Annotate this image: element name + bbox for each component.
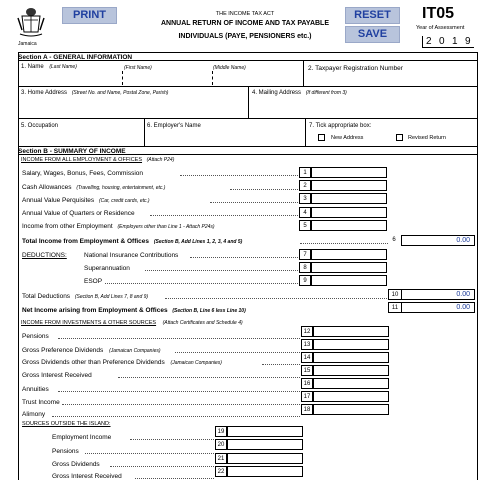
mailing-address-hint: (If different from 3) — [305, 90, 347, 96]
line-7-label: National Insurance Contributions — [84, 252, 179, 259]
section-a-header — [18, 52, 478, 61]
home-address-label: 3. Home Address — [21, 90, 68, 96]
line-21-amount[interactable] — [227, 453, 303, 464]
form-title-line2: INDIVIDUALS (PAYE, PENSIONERS etc.) — [178, 33, 312, 40]
mailing-address-input[interactable] — [252, 98, 474, 117]
line-12-label: Pensions — [22, 333, 49, 340]
middle-name-input[interactable] — [212, 71, 300, 85]
crest-caption: Jamaica — [18, 41, 37, 47]
first-name-hint: (First Name) — [124, 65, 152, 71]
investments-head: INCOME FROM INVESTMENTS & OTHER SOURCES — [21, 320, 157, 326]
line-17-number: 17 — [301, 391, 313, 402]
line-10-number: 10 — [388, 289, 402, 300]
line-8-amount[interactable] — [311, 262, 387, 273]
line-12-amount[interactable] — [313, 326, 389, 337]
new-address-label: New Address — [331, 135, 364, 141]
employer-label: 6. Employer's Name — [147, 123, 201, 129]
line-16-label: Annuities — [22, 386, 49, 393]
line-5-number: 5 — [299, 220, 311, 231]
line-2-label: Cash Allowances (Travelling, housing, entertainment, etc.) — [22, 184, 166, 191]
line-8-label: Superannuation — [84, 265, 130, 272]
line-5-label: Income from other Employment (Employers other than Line 1 - Attach P24s) — [22, 223, 215, 230]
total-deductions-label: Total Deductions (Section B, Add Lines 7, 8 and 9) — [22, 293, 149, 300]
reset-button[interactable]: RESET — [345, 7, 400, 24]
line-4-number: 4 — [299, 207, 311, 218]
line-16-number: 16 — [301, 378, 313, 389]
line-19-amount[interactable] — [227, 426, 303, 437]
line-22-label: Gross Interest Received — [52, 473, 122, 480]
line-19-label: Employment Income — [52, 434, 112, 441]
line-8-number: 8 — [299, 262, 311, 273]
revised-return-label: Revised Return — [408, 135, 446, 141]
home-address-hint: (Street No. and Name, Postal Zone, Parish) — [71, 90, 169, 96]
line-1-number: 1 — [299, 167, 311, 178]
line-22-amount[interactable] — [227, 466, 303, 477]
line-22-number: 22 — [215, 466, 227, 477]
net-income-label: Net Income arising from Employment & Offices (Section B, Line 6 less Line 10) — [22, 307, 246, 314]
line-20-label: Pensions — [52, 448, 79, 455]
line-11-number: 11 — [388, 302, 402, 313]
first-name-input[interactable] — [122, 71, 210, 85]
line-10-amount[interactable]: 0.00 — [401, 289, 475, 300]
line-11-amount[interactable]: 0.00 — [401, 302, 475, 313]
line-19-number: 19 — [215, 426, 227, 437]
occupation-label: 5. Occupation — [21, 123, 59, 129]
line-18-amount[interactable] — [313, 404, 389, 415]
line-9-amount[interactable] — [311, 275, 387, 286]
year-digit: 2 — [426, 36, 432, 47]
outside-head: SOURCES OUTSIDE THE ISLAND: — [22, 421, 111, 427]
employment-hint: (Attach P24) — [146, 157, 175, 163]
last-name-input[interactable] — [22, 71, 116, 85]
line-17-amount[interactable] — [313, 391, 389, 402]
line-17-label: Trust Income — [22, 399, 60, 406]
line-2-number: 2 — [299, 180, 311, 191]
line-3-label: Annual Value Perquisites (Car, credit cards, etc.) — [22, 197, 150, 204]
deductions-label: DEDUCTIONS: — [22, 252, 67, 259]
year-label: Year of Assessment — [416, 25, 465, 31]
line-1-amount[interactable] — [311, 167, 387, 178]
line-18-label: Alimony — [22, 411, 46, 418]
trn-label: 2. Taxpayer Registration Number — [308, 65, 403, 72]
employment-head: INCOME FROM ALL EMPLOYMENT & OFFICES — [21, 157, 143, 163]
employer-input[interactable] — [148, 131, 302, 144]
line-20-amount[interactable] — [227, 439, 303, 450]
year-digit: 9 — [465, 36, 471, 47]
line-15-number: 15 — [301, 365, 313, 376]
line-4-label: Annual Value of Quarters or Residence — [22, 210, 135, 217]
new-address-checkbox[interactable] — [318, 134, 325, 141]
line-21-number: 21 — [215, 453, 227, 464]
line-14-label: Gross Dividends other than Preference Dividends (Jamaican Companies) — [22, 359, 222, 366]
section-b-title: Section B - SUMMARY OF INCOME — [18, 148, 126, 155]
home-address-input[interactable] — [22, 98, 244, 117]
line-3-amount[interactable] — [311, 193, 387, 204]
line-20-number: 20 — [215, 439, 227, 450]
line-1-label: Salary, Wages, Bonus, Fees, Commission — [22, 170, 144, 177]
line-13-amount[interactable] — [313, 339, 389, 350]
total-employment-label: Total Income from Employment & Offices (Section B, Add Lines 1, 2, 3, 4 and 5) — [22, 238, 243, 245]
name-label: 1. Name — [21, 64, 44, 70]
mailing-address-label: 4. Mailing Address — [252, 90, 302, 96]
line-18-number: 18 — [301, 404, 313, 415]
occupation-input[interactable] — [22, 131, 140, 144]
revised-return-checkbox[interactable] — [396, 134, 403, 141]
section-a-title: Section A - GENERAL INFORMATION — [18, 54, 133, 61]
line-6-number: 6 — [388, 235, 400, 246]
line-4-amount[interactable] — [311, 207, 387, 218]
line-7-number: 7 — [299, 249, 311, 260]
print-button[interactable]: PRINT — [62, 7, 117, 24]
year-of-assessment-field[interactable] — [422, 36, 474, 48]
line-5-amount[interactable] — [311, 220, 387, 231]
investments-hint: (Attach Certificates and Schedule 4) — [162, 320, 243, 326]
year-digit: 0 — [439, 36, 445, 47]
line-14-number: 14 — [301, 352, 313, 363]
line-13-label: Gross Preference Dividends (Jamaican Companies) — [22, 347, 161, 354]
line-16-amount[interactable] — [313, 378, 389, 389]
line-6-amount[interactable]: 0.00 — [401, 235, 475, 246]
line-3-number: 3 — [299, 193, 311, 204]
line-21-label: Gross Dividends — [52, 461, 100, 468]
line-2-amount[interactable] — [311, 180, 387, 191]
line-15-amount[interactable] — [313, 365, 389, 376]
line-15-label: Gross Interest Received — [22, 372, 92, 379]
line-7-amount[interactable] — [311, 249, 387, 260]
year-digit: 1 — [452, 36, 458, 47]
save-button[interactable]: SAVE — [345, 26, 400, 43]
line-12-number: 12 — [301, 326, 313, 337]
form-code: IT05 — [422, 5, 455, 22]
act-name: THE INCOME TAX ACT — [215, 11, 275, 17]
line-9-number: 9 — [299, 275, 311, 286]
coat-of-arms-logo — [16, 4, 46, 40]
middle-name-hint: (Middle Name) — [213, 65, 246, 71]
line-14-amount[interactable] — [313, 352, 389, 363]
line-13-number: 13 — [301, 339, 313, 350]
section-b-header — [18, 146, 478, 155]
line-9-label: ESOP — [84, 278, 103, 285]
tick-label: 7. Tick appropriate box: — [309, 123, 372, 129]
last-name-hint: (Last Name) — [49, 64, 77, 70]
form-title-line1: ANNUAL RETURN OF INCOME AND TAX PAYABLE — [160, 20, 329, 27]
trn-input[interactable] — [308, 76, 476, 85]
